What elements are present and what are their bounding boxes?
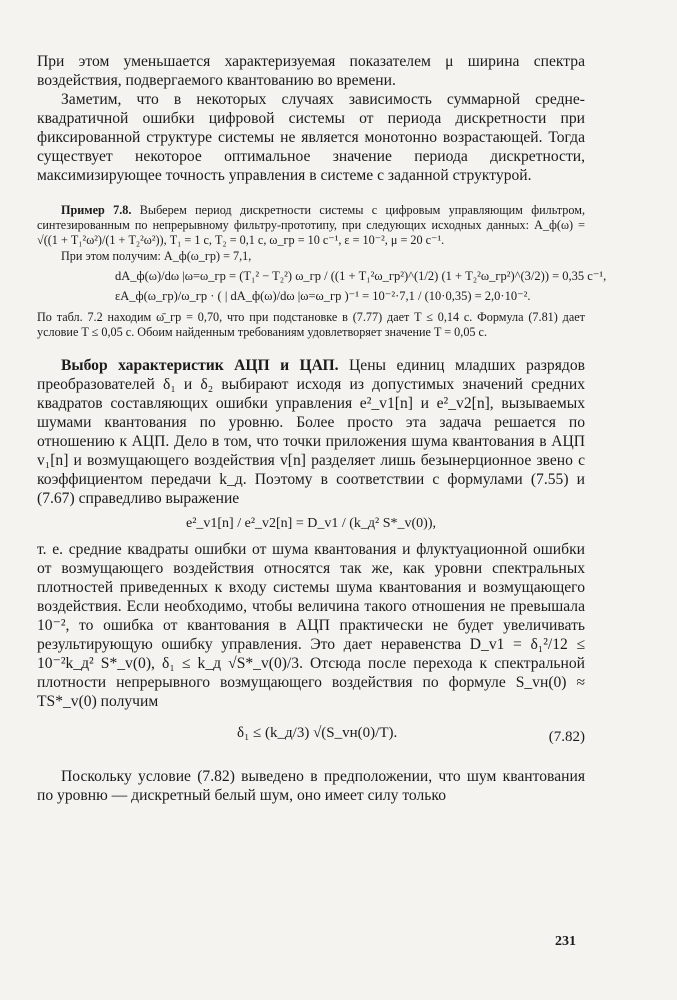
paragraph-adc-dac-text: Цены единиц младших разрядов преобразователей δ₁ и δ₂ выбирают исходя из допустимых значений средних квадратов составляющих ошибки управления e²_v1[n] и e²_v2[n], вызываемых шумами квантования по уровню. Более просто эта задача решается по отношению к АЦП. Дело в том, что точки приложения шума квантования в АЦП v₁[n] и возмущающего воздействия v[n] разделяет лишь безынерционное звено с коэффициентом передачи k_д. Поэтому в соответствии с формулами (7.55) и (7.67) справедливо выражение (37, 357, 585, 508)
example-intro (37, 203, 585, 249)
section-title: Выбор характеристик АЦП и ЦАП. (61, 357, 339, 375)
example-conclusion: По табл. 7.2 находим ω̄_гр = 0,70, что при подстановке в (7.77) дает T ≤ 0,14 с. Формула (7.81) дает условие T ≤ 0,05 с. Обоим найденным требованиям удовлетворяет значение T = 0,05 с. (37, 309, 585, 340)
paragraph-adc-dac (37, 356, 585, 508)
paragraph-noise-inequality: т. е. средние квадраты ошибки от шума квантования и флуктуационной ошибки от возмущающего воздействия относятся так же, как уровни спектральных плотностей приведенных к входу системы шума квантования и возмущающего воздействия. Если необходимо, чтобы величина такого отношения не превышала 10⁻², то ошибка от квантования в АЦП практически не будет увеличивать результирующую ошибку управления. Это дает неравенства D_v1 = δ₁²/12 ≤ 10⁻²k_д² S*_v(0), δ₁ ≤ k_д √S*_v(0)/3. Отсюда после перехода к спектральной плотности непрерывного возмущающего воздействия по формуле S_vн(0) ≈ TS*_v(0) получим (37, 541, 585, 711)
example-step: При этом получим: A_ф(ω_гр) = 7,1, (61, 248, 252, 263)
formula-7-82-expression: δ₁ ≤ (k_д/3) √(S_vн(0)/T). (237, 725, 398, 742)
example-label: Пример 7.8. (61, 203, 132, 217)
paragraph-spectrum-width: При этом уменьшается характеризуемая показателем μ ширина спектра воздействия, подвергаемого квантованию во времени. (37, 53, 585, 89)
page-number: 231 (555, 934, 576, 949)
example-7-8 (37, 203, 607, 340)
formula-7-82 (37, 725, 585, 753)
formula-noise-ratio: e²_v1[n] / e²_v2[n] = D_v1 / (k_д² S*_v(0)), (185, 516, 436, 532)
example-text: Выберем период дискретности системы с цифровым управляющим фильтром, синтезированным по непрерывному фильтру-прототипу, при следующих исходных данных: A_ф(ω) = √((1 + T₁²ω²)/(1 + T₂²ω²)), T₁ = 1 с, T₂ = 0,1 с, ω_гр = 10 с⁻¹, ε = 10⁻², μ = 20 с⁻¹. (37, 203, 585, 248)
formula-ratio: εA_ф(ω_гр)/ω_гр · ( | dA_ф(ω)/dω |ω=ω_гр )⁻¹ = 10⁻²·7,1 / (10·0,35) = 2,0·10⁻². (115, 288, 531, 303)
equation-number: (7.82) (548, 729, 585, 746)
formula-derivative: dA_ф(ω)/dω |ω=ω_гр = (T₁² − T₂²) ω_гр / ((1 + T₁²ω_гр²)^(1/2) (1 + T₂²ω_гр²)^(3/2)) = 0,35 с⁻¹, (115, 268, 607, 283)
paragraph-white-noise: Поскольку условие (7.82) выведено в предположении, что шум квантования по уровню — дискретный белый шум, оно имеет силу только (37, 768, 585, 805)
paragraph-optimal-period: Заметим, что в некоторых случаях зависимость суммарной средне-квадратичной ошибки цифровой системы от периода дискретности при фиксированной структуре системы не является монотонно возрастающей. Тогда существует некоторое оптимальное значение периода дискретности, максимизирующее точность управления в системе с заданной структурой. (37, 91, 585, 184)
